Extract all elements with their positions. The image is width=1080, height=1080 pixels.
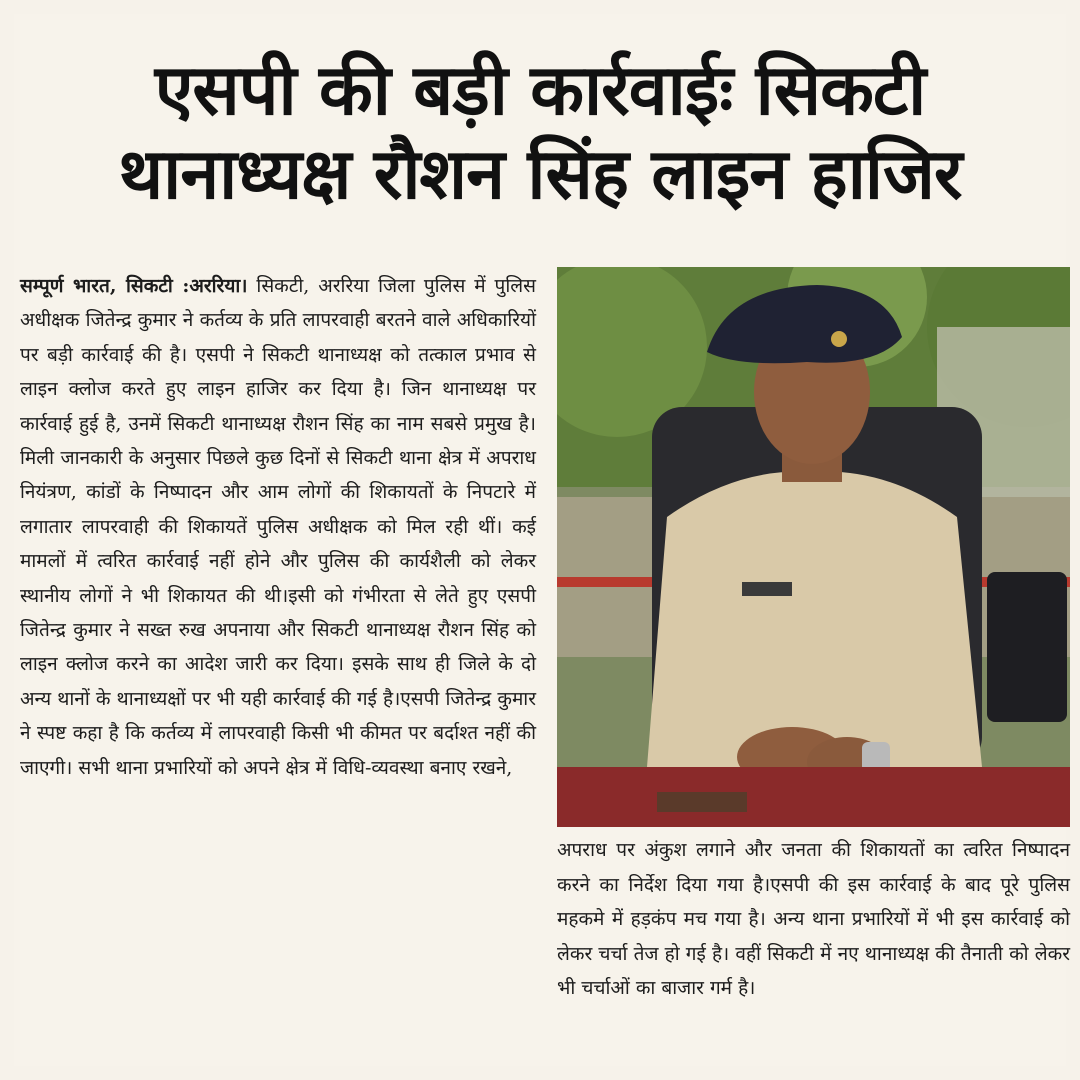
article-text-left: सिकटी, अररिया जिला पुलिस में पुलिस अधीक्षक जितेन्द्र कुमार ने कर्तव्य के प्रति लापरवाही बरतने वाले अधिकारियों पर बड़ी कार्रवाई की है। एसपी ने सिकटी थानाध्यक्ष को तत्काल प्रभाव से लाइन क्लोज करते हुए लाइन हाजिर कर दिया है। जिन थानाध्यक्ष पर कार्रवाई हुई है, उनमें सिकटी थानाध्यक्ष रौशन सिंह का नाम सबसे प्रमुख है।मिली जानकारी के अनुसार पिछले कुछ दिनों से सिकटी थाना क्षेत्र में अपराध नियंत्रण, कांडों के निष्पादन और आम लोगों की शिकायतों के निपटारे में लगातार लापरवाही की शिकायतें पुलिस अधीक्षक को मिल रही थीं। कई मामलों में त्वरित कार्रवाई नहीं होने और पुलिस की कार्यशैली को लेकर स्थानीय लोगों ने भी शिकायत की थी।इसी को गंभीरता से लेते हुए एसपी जितेन्द्र कुमार ने सख्त रुख अपनाया और सिकटी थानाध्यक्ष रौशन सिंह को लाइन क्लोज करने का आदेश जारी कर दिया। इसके साथ ही जिले के दो अन्य थानों के थानाध्यक्षों पर भी यही कार्रवाई की गई है।एसपी जितेन्द्र कुमार ने स्पष्ट कहा है कि कर्तव्य में लापरवाही किसी भी कीमत पर बर्दाश्त नहीं की जाएगी। सभी थाना प्रभारियों को अपने क्षेत्र में विधि-व्यवस्था बनाए रखने, [20, 275, 537, 779]
article-text-right: अपराध पर अंकुश लगाने और जनता की शिकायतों का त्वरित निष्पादन करने का निर्देश दिया गया है।एसपी की इस कार्रवाई के बाद पूरे पुलिस महकमे में हड़कंप मच गया है। अन्य थाना प्रभारियों में भी इस कार्रवाई को लेकर चर्चा तेज हो गई है। वहीं सिकटी में नए थानाध्यक्ष की तैनाती को लेकर भी चर्चाओं का बाजार गर्म है। [557, 839, 1070, 1000]
newspaper-clipping [14, 14, 1070, 1066]
article-body-left-column [20, 269, 536, 785]
dateline: सम्पूर्ण भारत, सिकटी :अररिया। [20, 275, 248, 297]
headline-line-2: थानाध्यक्ष रौशन सिंह लाइन हाजिर [118, 133, 962, 215]
officer-photo [557, 267, 1070, 827]
headline [14, 48, 1066, 216]
headline-line-1: एसपी की बड़ी कार्रवाईः सिकटी [154, 49, 926, 131]
article-body-right-column [557, 833, 1070, 1006]
